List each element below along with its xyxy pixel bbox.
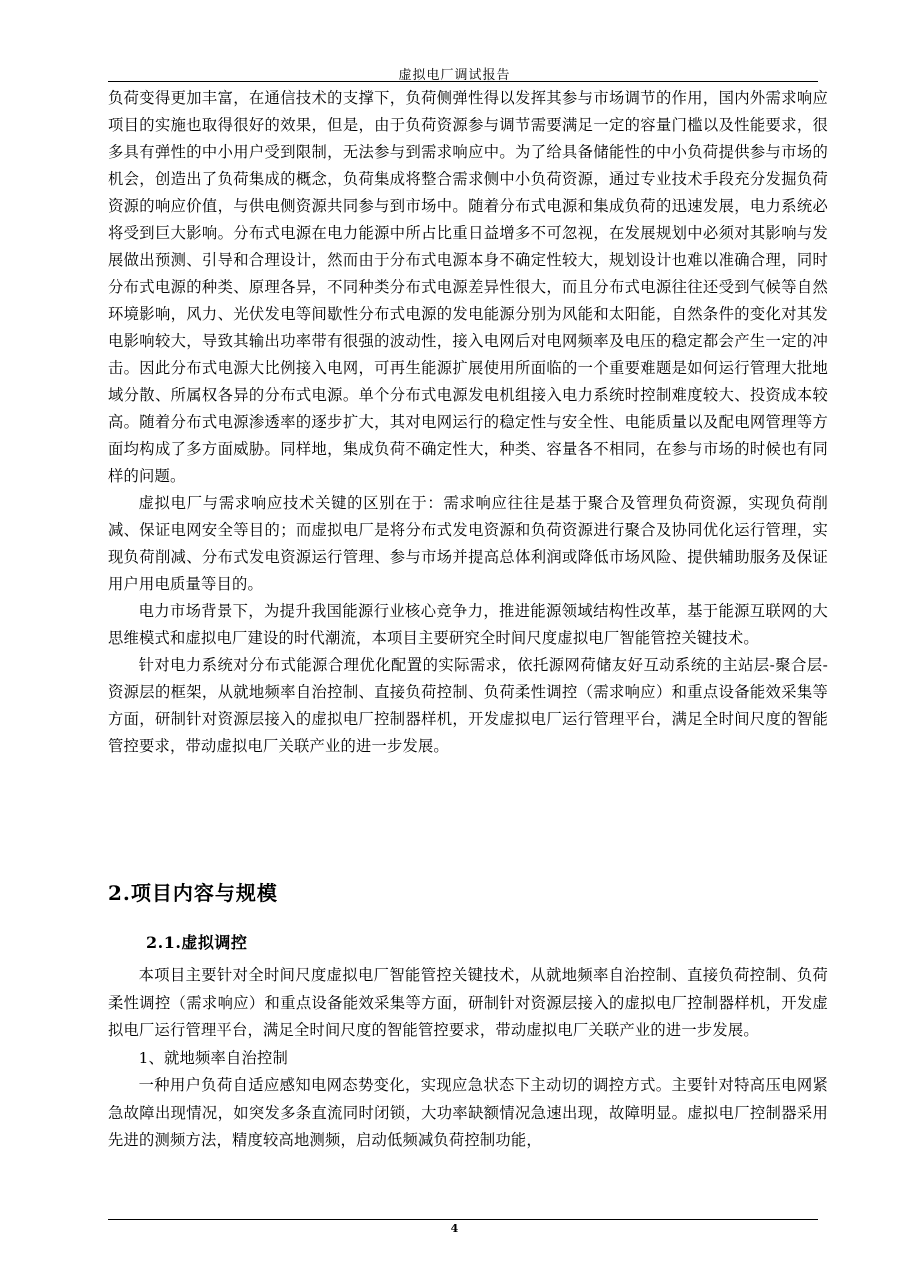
paragraph-section-intro: 本项目主要针对全时间尺度虚拟电厂智能管控关键技术，从就地频率自治控制、直接负荷控制、负荷柔性调控（需求响应）和重点设备能效采集等方面，研制针对资源层接入的虚拟电厂控制器样机，开发虚拟电厂运行管理平台，满足全时间尺度的智能管控要求，带动虚拟电厂关联产业的进一步发展。 (108, 966, 828, 1039)
subsection-heading: 2.1.虚拟调控 (146, 933, 248, 952)
intro-body (108, 85, 828, 760)
list-item-local-frequency-control: 1、就地频率自治控制 (138, 1048, 288, 1067)
paragraph-vpp-vs-demand-response: 虚拟电厂与需求响应技术关键的区别在于：需求响应往往是基于聚合及管理负荷资源，实现负荷削减、保证电网安全等目的；而虚拟电厂是将分布式发电资源和负荷资源进行聚合及协同优化运行管理，实现负荷削减、分布式发电资源运行管理、参与市场并提高总体利润或降低市场风险、提供辅助服务及保证用户用电质量等目的。 (108, 494, 828, 593)
paragraph-frequency-control-detail: 一种用户负荷自适应感知电网态势变化，实现应急状态下主动切的调控方式。主要针对特高压电网紧急故障出现情况，如突发多条直流同时闭锁，大功率缺额情况急速出现，故障明显。虚拟电厂控制器采用先进的测频方法，精度较高地测频，启动低频减负荷控制功能， (108, 1076, 828, 1149)
page-header-title: 虚拟电厂调试报告 (398, 68, 511, 83)
paragraph-project-aim: 针对电力系统对分布式能源合理优化配置的实际需求，依托源网荷储友好互动系统的主站层-聚合层-资源层的框架，从就地频率自治控制、直接负荷控制、负荷柔性调控（需求响应）和重点设备能效采集等方面，研制针对资源层接入的虚拟电厂控制器样机，开发虚拟电厂运行管理平台，满足全时间尺度的智能管控要求，带动虚拟电厂关联产业的进一步发展。 (108, 656, 828, 755)
section-heading: 2.项目内容与规模 (108, 881, 278, 905)
page-number: 4 (450, 1222, 459, 1235)
footer-divider (108, 1219, 818, 1220)
header-divider (108, 81, 818, 82)
paragraph-load-integration: 负荷变得更加丰富，在通信技术的支撑下，负荷侧弹性得以发挥其参与市场调节的作用，国内外需求响应项目的实施也取得很好的效果，但是，由于负荷资源参与调节需要满足一定的容量门槛以及性能要求，很多具有弹性的中小用户受到限制，无法参与到需求响应中。为了给具备储能性的中小负荷提供参与市场的机会，创造出了负荷集成的概念，负荷集成将整合需求侧中小负荷资源，通过专业技术手段充分发掘负荷资源的响应价值，与供电侧资源共同参与到市场中。随着分布式电源和集成负荷的迅速发展，电力系统必将受到巨大影响。分布式电源在电力能源中所占比重日益增多不可忽视，在发展规划中必须对其影响与发展做出预测、引导和合理设计，然而由于分布式电源本身不确定性较大，规划设计也难以准确合理，同时分布式电源的种类、原理各异，不同种类分布式电源差异性很大，而且分布式电源往往还受到气候等自然环境影响，风力、光伏发电等间歇性分布式电源的发电能源分别为风能和太阳能，自然条件的变化对其发电影响较大，导致其输出功率带有很强的波动性，接入电网后对电网频率及电压的稳定都会产生一定的冲击。因此分布式电源大比例接入电网，可再生能源扩展使用所面临的一个重要难题是如何运行管理大批地域分散、所属权各异的分布式电源。单个分布式电源发电机组接入电力系统时控制难度较大、投资成本较高。随着分布式电源渗透率的逐步扩大，其对电网运行的稳定性与安全性、电能质量以及配电网管理等方面均构成了多方面威胁。同样地，集成负荷不确定性大，种类、容量各不相同，在参与市场的时候也有同样的问题。 (108, 89, 828, 485)
paragraph-market-background: 电力市场背景下，为提升我国能源行业核心竞争力，推进能源领域结构性改革，基于能源互联网的大思维模式和虚拟电厂建设的时代潮流，本项目主要研究全时间尺度虚拟电厂智能管控关键技术。 (108, 602, 828, 647)
section-body (108, 962, 828, 1155)
